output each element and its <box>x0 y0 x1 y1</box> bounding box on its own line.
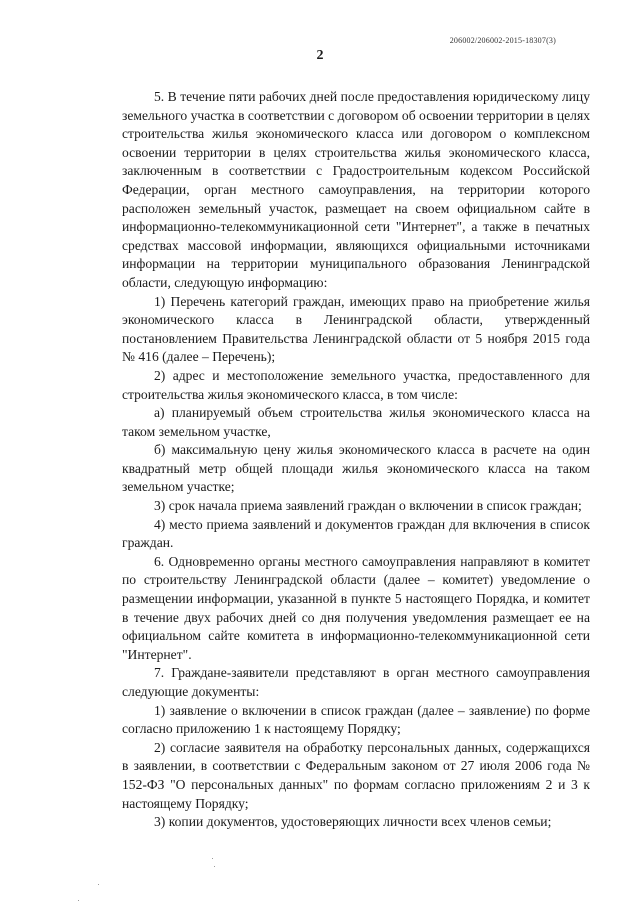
scan-speck <box>212 858 213 859</box>
scan-speck <box>78 900 79 901</box>
document-body <box>122 88 590 832</box>
scan-speck <box>214 866 215 867</box>
paragraph-clause-5-item-4: 4) место приема заявлений и документов граждан для включения в список граждан. <box>122 516 590 551</box>
paragraph-clause-7-item-1: 1) заявление о включении в список граждан (далее – заявление) по форме согласно приложению 1 к настоящему Порядку; <box>122 702 590 737</box>
paragraph-clause-5-item-3: 3) срок начала приема заявлений граждан о включении в список граждан; <box>154 498 582 514</box>
page-number: 2 <box>316 48 324 63</box>
paragraph-clause-5-item-1: 1) Перечень категорий граждан, имеющих право на приобретение жилья экономического класса в Ленинградской области, утвержденный постановлением Правительства Ленинградской области от 5 ноября 2015 года № 416 (далее – Перечень); <box>122 293 590 365</box>
paragraph-clause-5-item-2: 2) адрес и местоположение земельного участка, предоставленного для строительства жилья экономического класса, в том числе: <box>122 367 590 402</box>
paragraph-clause-6: 6. Одновременно органы местного самоуправления направляют в комитет по строительству Ленинградской области (далее – комитет) уведомление о размещении информации, указанной в пункте 5 настоящего Порядка, и комитет в течение двух рабочих дней со дня получения уведомления размещает ее на официальном сайте комитета в информационно-телекоммуникационной сети "Интернет". <box>122 553 590 662</box>
paragraph-clause-5-item-2b: б) максимальную цену жилья экономического класса в расчете на один квадратный метр общей площади жилья экономического класса на таком земельном участке; <box>122 442 590 495</box>
paragraph-clause-5: 5. В течение пяти рабочих дней после предоставления юридическому лицу земельного участка в соответствии с договором об освоении территории в целях строительства жилья экономического класса или договором о комплексном освоении территории в целях строительства жилья экономического класса, заключенным в соответствии с Градостроительным кодексом Российской Федерации, орган местного самоуправления, на территории которого расположен земельный участок, размещает на своем официальном сайте в информационно-телекоммуникационной сети "Интернет", а также в печатных средствах массовой информации, являющихся официальными источниками информации на территории муниципального образования Ленинградской области, следующую информацию: <box>122 89 590 290</box>
paragraph-clause-5-item-2a: а) планируемый объем строительства жилья экономического класса на таком земельном участке, <box>122 405 590 439</box>
scan-speck <box>98 884 99 885</box>
paragraph-clause-7-item-2: 2) согласие заявителя на обработку персональных данных, содержащихся в заявлении, в соответствии с Федеральным законом от 27 июля 2006 года № 152-ФЗ "О персональных данных" по формам согласно приложениям 2 и 3 к настоящему Порядку; <box>122 739 590 811</box>
paragraph-clause-7-item-3: 3) копии документов, удостоверяющих личности всех членов семьи; <box>154 814 552 830</box>
paragraph-clause-7: 7. Граждане-заявители представляют в орган местного самоуправления следующие документы: <box>122 665 590 699</box>
document-id: 206002/206002-2015-18307(3) <box>449 36 556 45</box>
